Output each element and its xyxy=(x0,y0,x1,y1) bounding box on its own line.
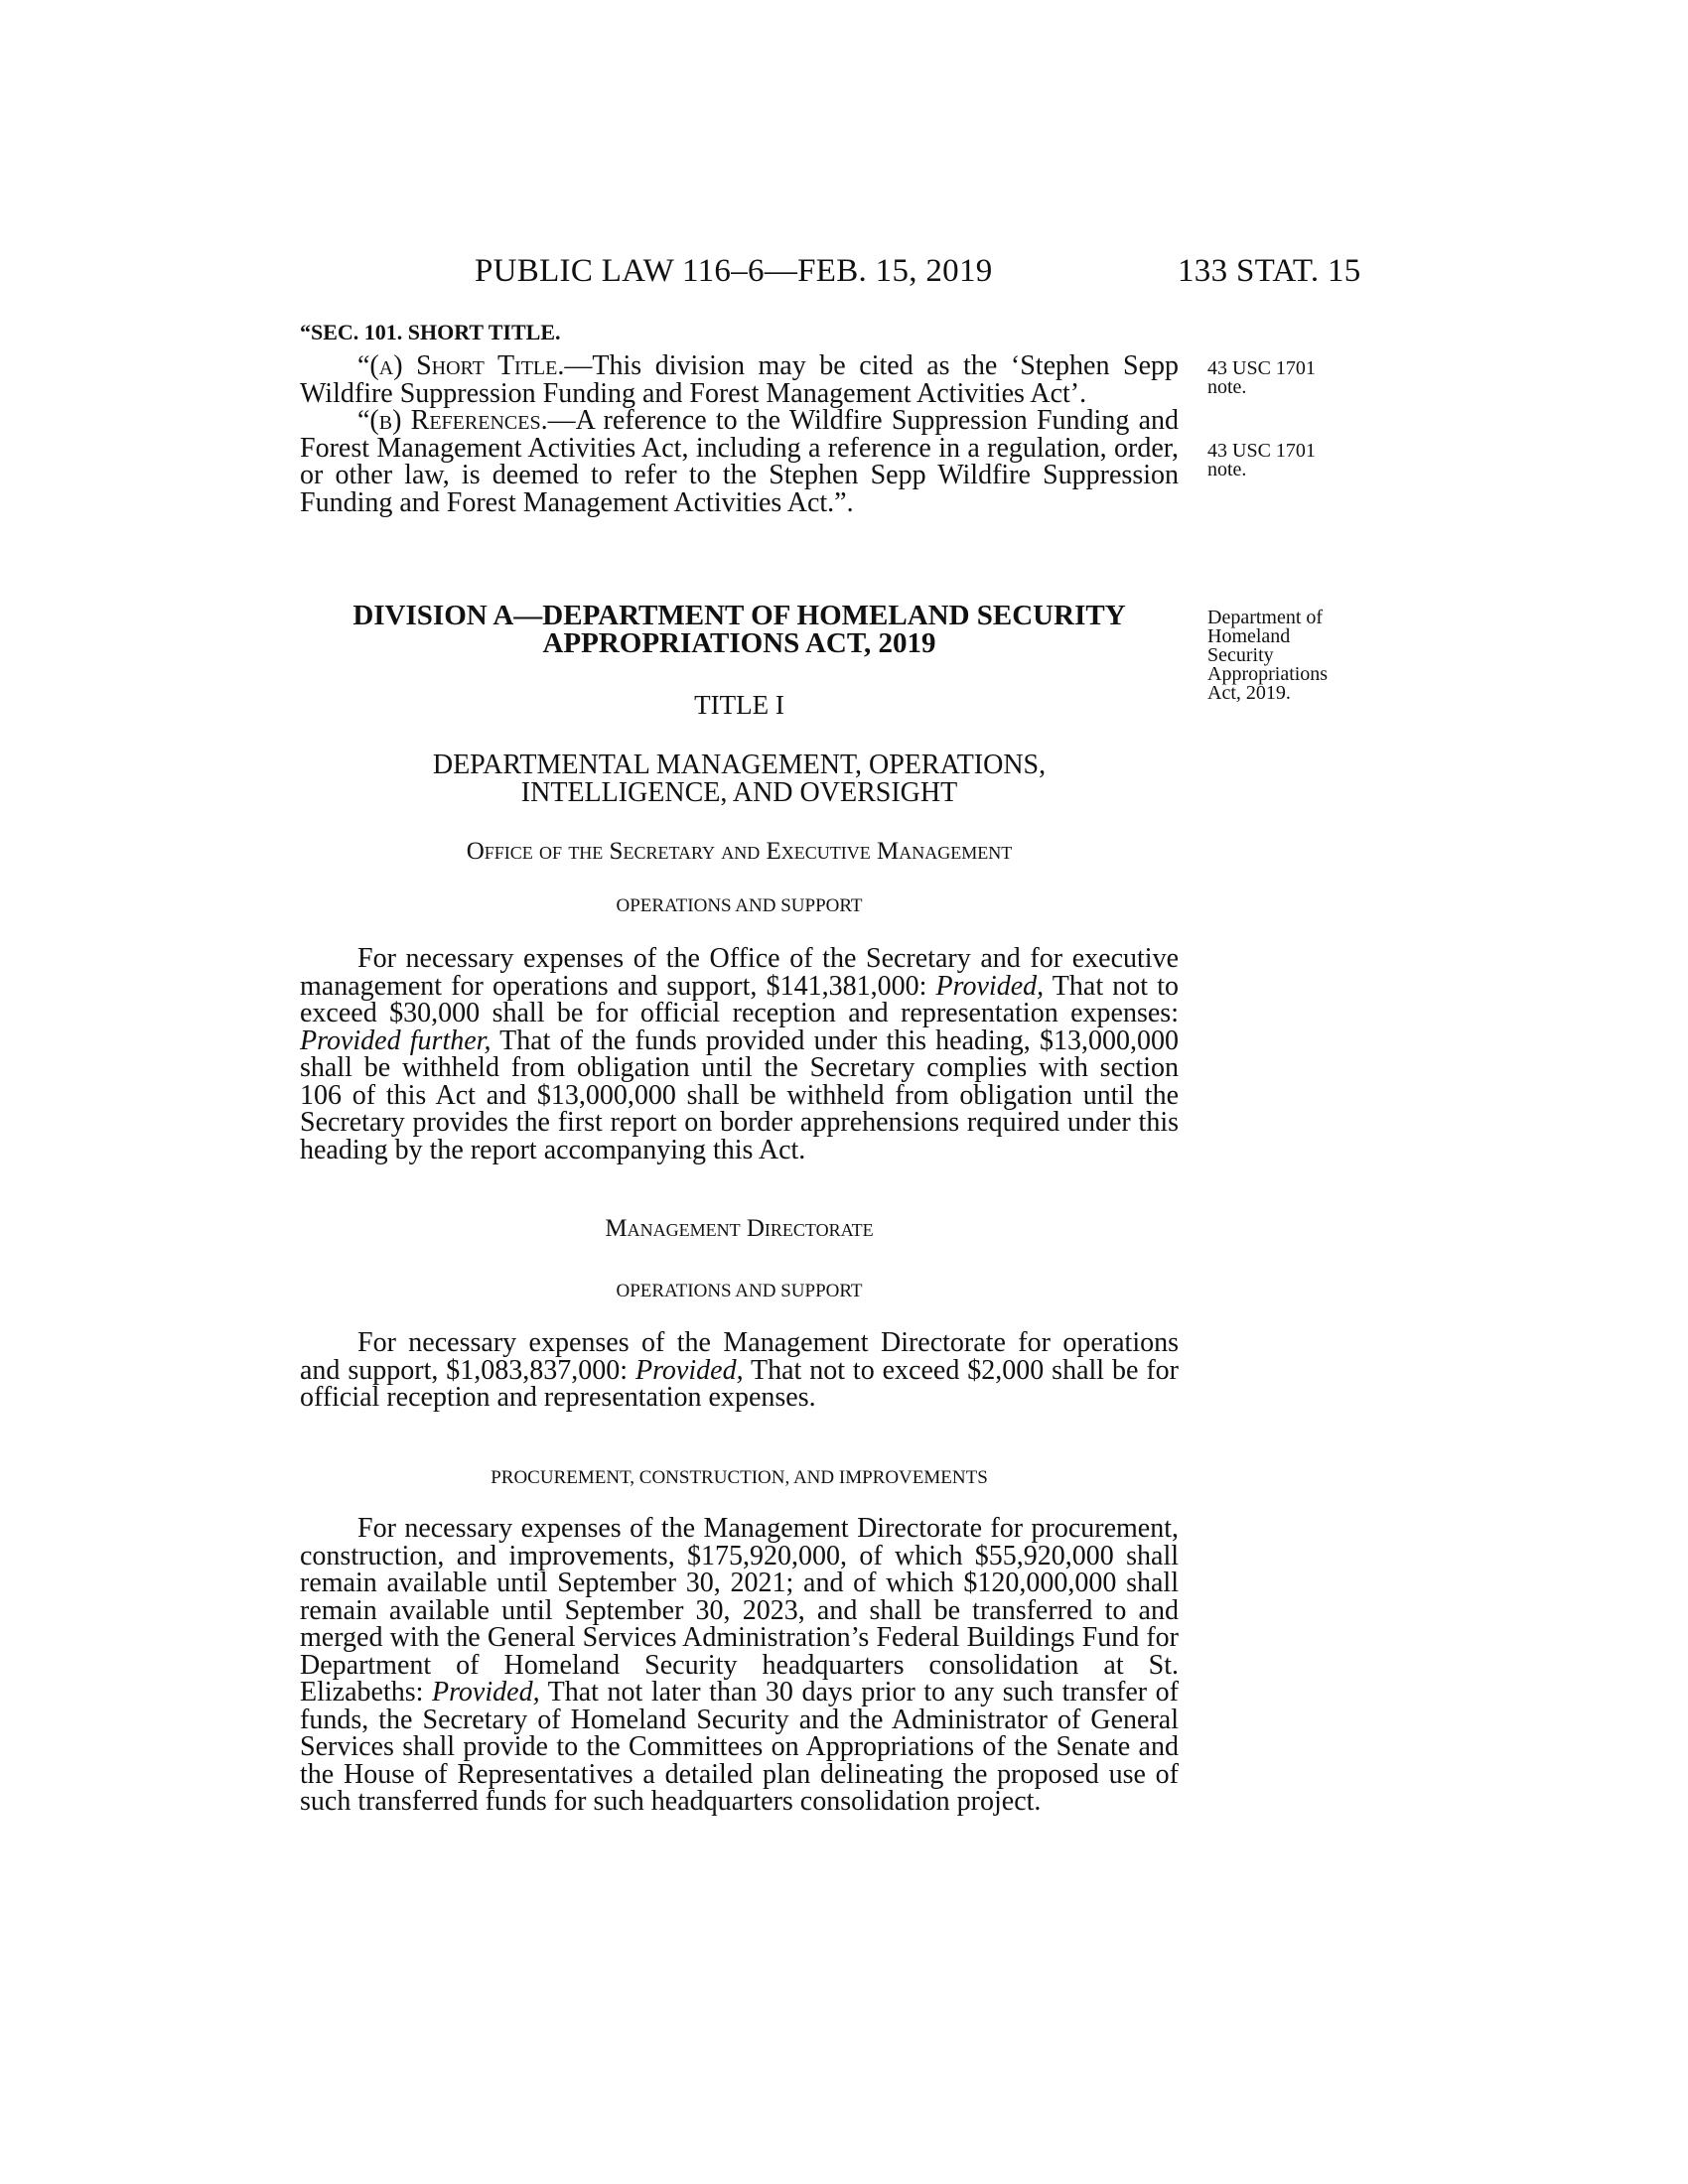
page-number: 133 STAT. 15 xyxy=(1178,253,1361,289)
mgmt-text-part: That not to exceed $2,000 shall be for official reception and representation expenses. xyxy=(300,1354,1179,1413)
office-text-part: That of the funds provided under this heading, $13,000,000 shall be withheld from obligation until the Secretary complies with section 106 of this Act and $13,000,000 shall be withheld from obligation until the Secretary provides the first report on border apprehensions required under this heading by the report accompanying this Act. xyxy=(300,1024,1179,1165)
provided-italic: Provided, xyxy=(935,970,1045,1002)
proc-text-part: That not later than 30 days prior to any such transfer of funds, the Secretary of Homeland Security and the Administrator of General Services shall provide to the Committees on Appropriations of the Senate and the House of Representatives a detailed plan delineating the proposed use of such transferred funds for such headquarters consolidation project. xyxy=(300,1677,1179,1817)
division-heading xyxy=(300,602,1179,657)
mgmt-text-part: For necessary expenses of the Management Directorate for operations and support, $1,083,837,000: xyxy=(300,1327,1179,1386)
proc-paragraph xyxy=(300,1515,1179,1816)
title-heading xyxy=(300,751,1179,807)
margin-note-2 xyxy=(1207,442,1386,479)
title-number: TITLE I xyxy=(694,690,784,720)
margin-note-3-line: Security xyxy=(1207,644,1274,666)
margin-note-2-cite: 43 USC 1701 xyxy=(1207,440,1316,462)
provided-further-italic: Provided further, xyxy=(300,1024,492,1056)
provided-italic: Provided, xyxy=(634,1354,744,1386)
office-subheading: OPERATIONS AND SUPPORT xyxy=(616,895,863,916)
subsection-b-label: “(b) References. xyxy=(357,405,548,436)
division-heading-line2: APPROPRIATIONS ACT, 2019 xyxy=(542,627,936,659)
office-text-part: That not to exceed $30,000 shall be for official reception and representation expenses: xyxy=(300,970,1179,1028)
provided-italic: Provided, xyxy=(431,1677,540,1707)
margin-note-2-note: note. xyxy=(1207,459,1247,480)
office-heading: Office of the Secretary and Executive Management xyxy=(466,838,1013,865)
division-heading-line1: DIVISION A—DEPARTMENT OF HOMELAND SECURITY xyxy=(352,600,1126,631)
subsection-a-label: “(a) Short Title. xyxy=(357,350,565,381)
office-text-part: For necessary expenses of the Office of the Secretary and for executive management for operations and support, $141,381,000: xyxy=(300,943,1179,1002)
margin-note-3-line: Department of xyxy=(1207,607,1324,628)
proc-text xyxy=(300,1515,1179,1816)
margin-note-1-cite: 43 USC 1701 xyxy=(1207,357,1316,379)
mgmt-heading: Management Directorate xyxy=(605,1215,874,1242)
margin-note-3-line: Homeland xyxy=(1207,625,1291,647)
title-heading-line2: INTELLIGENCE, AND OVERSIGHT xyxy=(520,777,958,808)
mgmt-subheading: OPERATIONS AND SUPPORT xyxy=(616,1281,863,1301)
margin-note-3-line: Act, 2019. xyxy=(1207,682,1291,704)
proc-text-part: For necessary expenses of the Management Directorate for procurement, construction, and improvements, $175,920,000, of which $55,920,000 shall remain available until September 30, 2021; and of which $120,000,000 shall remain available until September 30, 2023, and shall be transferred to and merged with the General Services Administration’s Federal Buildings Fund for Department of Homeland Security headquarters consolidation at St. Elizabeths: xyxy=(300,1513,1179,1707)
mgmt-text xyxy=(300,1329,1179,1412)
margin-note-3-line: Appropriations xyxy=(1207,663,1329,685)
office-text xyxy=(300,945,1179,1163)
margin-note-1 xyxy=(1207,359,1386,397)
subsection-b-text: —A reference to the Wildfire Suppression Funding and Forest Management Activities Act, including a reference in a regulation, order, or other law, is deemed to refer to the Stephen Sepp Wildfire Suppression Funding and Forest Management Activities Act.”. xyxy=(300,405,1179,518)
title-heading-line1: DEPARTMENTAL MANAGEMENT, OPERATIONS, xyxy=(432,750,1047,780)
office-paragraph xyxy=(300,945,1179,1163)
margin-note-3 xyxy=(1207,609,1386,703)
proc-subheading: PROCUREMENT, CONSTRUCTION, AND IMPROVEMENTS xyxy=(491,1467,988,1488)
subsection-a-text: —This division may be cited as the ‘Stephen Sepp Wildfire Suppression Funding and Forest Management Activities Act’. xyxy=(300,350,1179,409)
section-heading: “SEC. 101. SHORT TITLE. xyxy=(300,320,561,344)
running-header-title: PUBLIC LAW 116–6—FEB. 15, 2019 xyxy=(475,253,993,289)
subsection-b xyxy=(300,407,1179,516)
mgmt-paragraph xyxy=(300,1329,1179,1412)
margin-note-1-note: note. xyxy=(1207,376,1247,398)
subsection-a xyxy=(300,352,1179,407)
section-101-body xyxy=(300,352,1179,516)
